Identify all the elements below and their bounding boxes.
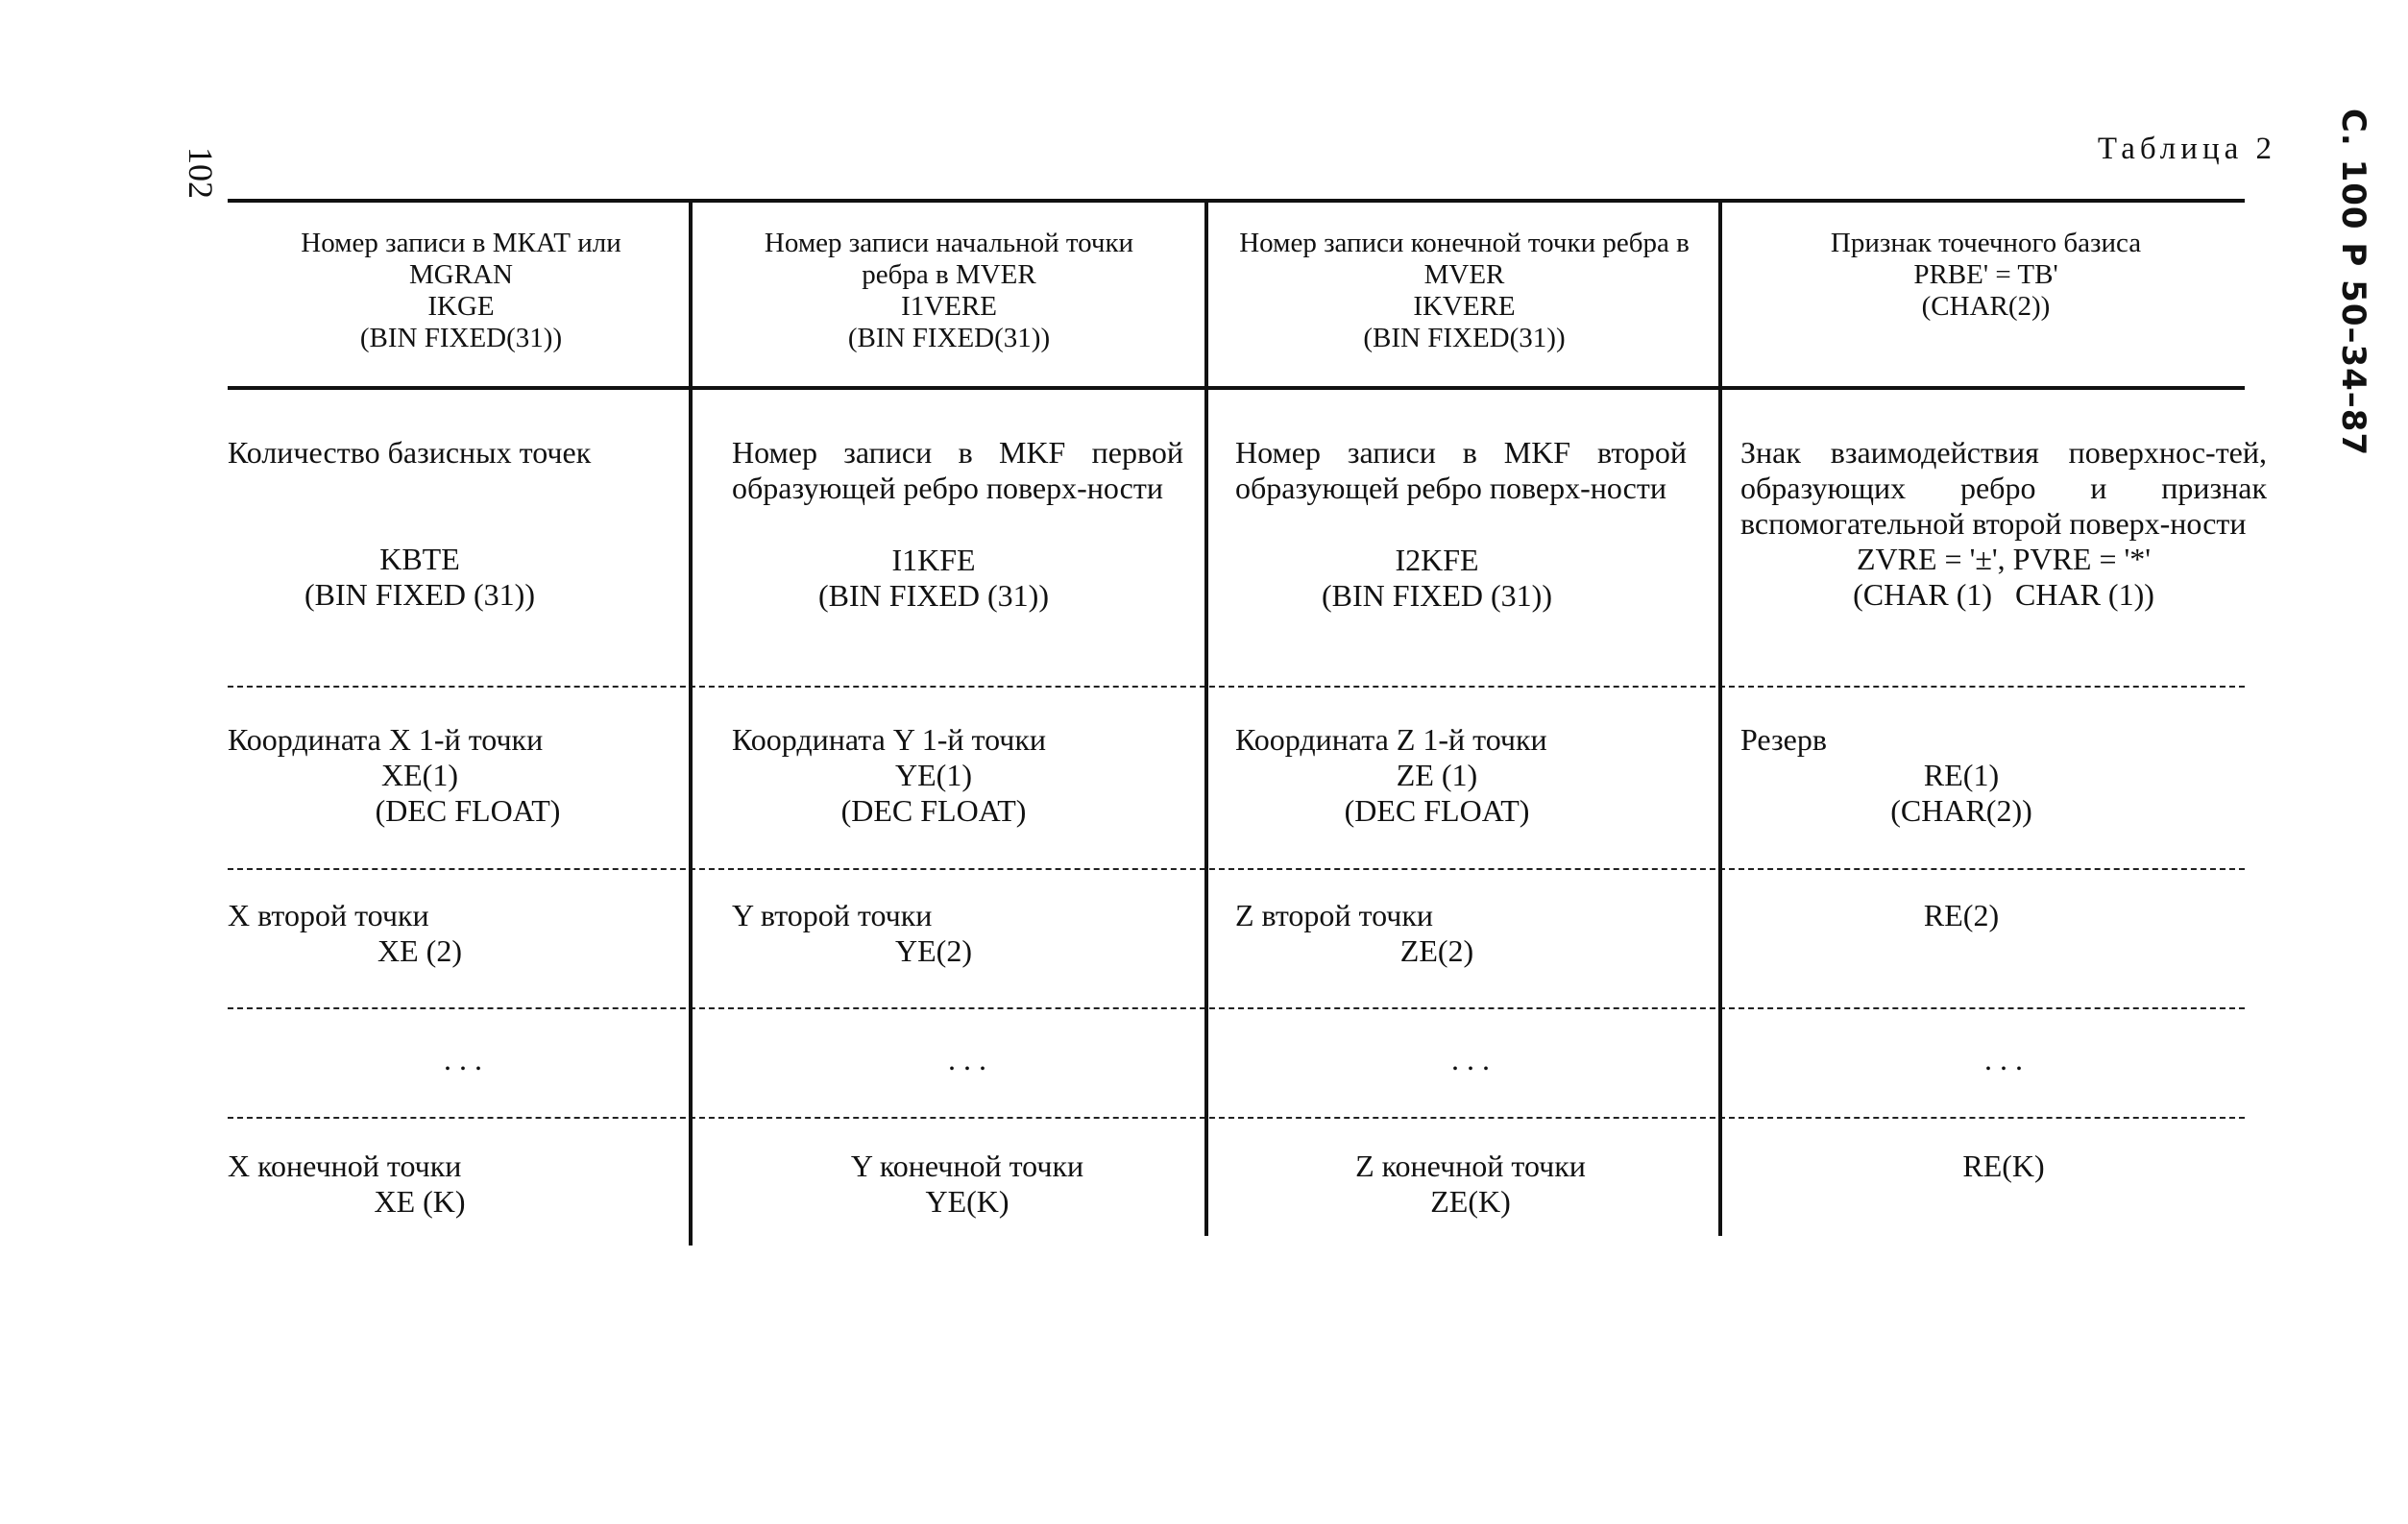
row-4-col-2: . . . xyxy=(948,1042,986,1076)
row-divider-4 xyxy=(228,1117,2245,1119)
header-cell-1 xyxy=(235,228,687,354)
row-1-col-4 xyxy=(1740,435,2267,613)
column-divider-1 xyxy=(689,199,693,1246)
header-cell-4-type: (CHAR(2)) xyxy=(1921,291,2051,322)
row-2-col-1-type: (DEC FLOAT) xyxy=(375,793,561,828)
row-2-col-4-name: RE(1) xyxy=(1923,758,2000,792)
row-5-col-3-name: ZE(K) xyxy=(1430,1184,1511,1219)
row-5-col-2 xyxy=(732,1149,1203,1220)
row-1-col-2 xyxy=(732,435,1183,614)
row-1-col-3-name: I2KFE xyxy=(1395,543,1479,577)
row-2-col-4 xyxy=(1740,722,2267,829)
header-cell-4-name: PRBE' = TB' xyxy=(1913,259,2058,290)
row-1-col-2-name: I1KFE xyxy=(891,543,976,577)
header-cell-2 xyxy=(699,228,1199,354)
row-1-col-1 xyxy=(228,435,679,613)
row-1-col-1-name: KBTE xyxy=(379,542,460,576)
column-divider-2 xyxy=(1204,199,1208,1236)
row-1-col-4-type: (CHAR (1) CHAR (1)) xyxy=(1853,577,2154,612)
row-1-col-3-text: Номер записи в MKF второй образующей ребро поверх-ности xyxy=(1235,435,1687,505)
row-1-col-2-text: Номер записи в MKF первой образующей ребро поверх-ности xyxy=(732,435,1183,505)
header-cell-1-name: IKGE xyxy=(427,291,495,322)
row-3-col-1 xyxy=(228,898,679,969)
row-2-col-3-name: ZE (1) xyxy=(1396,758,1478,792)
header-cell-2-type: (BIN FIXED(31)) xyxy=(847,323,1051,353)
row-2-col-1-name: XE(1) xyxy=(381,758,458,792)
row-2-col-1 xyxy=(228,722,679,829)
side-page-number: 102 xyxy=(182,147,220,199)
row-5-col-3-text: Z конечной точки xyxy=(1355,1149,1586,1183)
row-divider-1 xyxy=(228,686,2245,688)
row-4-col-1: . . . xyxy=(444,1042,482,1076)
row-5-col-3 xyxy=(1235,1149,1706,1220)
row-3-col-4-name: RE(2) xyxy=(1923,898,2000,932)
header-cell-2-text: Номер записи начальной точки ребра в MVER xyxy=(764,228,1134,290)
row-3-col-4 xyxy=(1740,898,2267,933)
row-5-col-2-text: Y конечной точки xyxy=(850,1149,1084,1183)
column-divider-3 xyxy=(1718,199,1722,1236)
row-3-col-3 xyxy=(1235,898,1687,969)
row-4-col-3: . . . xyxy=(1451,1042,1490,1076)
row-3-col-3-text: Z второй точки xyxy=(1235,898,1434,932)
header-cell-1-name-upper: MGRAN xyxy=(409,259,513,290)
header-cell-3-name: IKVERE xyxy=(1413,291,1516,322)
row-5-col-4-name: RE(K) xyxy=(1962,1149,2045,1183)
row-1-col-2-type: (BIN FIXED (31)) xyxy=(818,578,1049,613)
header-cell-4-text: Признак точечного базиса xyxy=(1830,228,2142,258)
row-3-col-2-name: YE(2) xyxy=(895,933,972,968)
row-3-col-2 xyxy=(732,898,1183,969)
document-stamp: С. 100 Р 50–34–87 xyxy=(2334,108,2372,457)
row-5-col-1-name: XE (K) xyxy=(374,1184,466,1219)
row-2-col-1-text: Координата X 1-й точки xyxy=(228,722,544,757)
row-5-col-4 xyxy=(1740,1149,2267,1184)
row-4-col-4: . . . xyxy=(1984,1042,2023,1076)
row-3-col-1-name: XE (2) xyxy=(377,933,462,968)
header-cell-1-type: (BIN FIXED(31)) xyxy=(359,323,563,353)
row-2-col-2-type: (DEC FLOAT) xyxy=(840,793,1027,828)
row-1-col-1-text: Количество базисных точек xyxy=(228,435,592,470)
row-2-col-2 xyxy=(732,722,1183,829)
row-2-col-4-type: (CHAR(2)) xyxy=(1890,793,2032,828)
header-cell-3-text: Номер записи конечной точки ребра в MVER xyxy=(1239,228,1690,290)
row-3-col-2-text: Y второй точки xyxy=(732,898,933,932)
row-2-col-2-name: YE(1) xyxy=(895,758,972,792)
row-2-col-3 xyxy=(1235,722,1687,829)
row-divider-3 xyxy=(228,1007,2245,1009)
row-5-col-1-text: X конечной точки xyxy=(228,1149,462,1183)
row-2-col-2-text: Координата Y 1-й точки xyxy=(732,722,1047,757)
row-3-col-1-text: X второй точки xyxy=(228,898,429,932)
row-1-col-3-type: (BIN FIXED (31)) xyxy=(1322,578,1552,613)
row-2-col-3-type: (DEC FLOAT) xyxy=(1344,793,1530,828)
header-bottom-rule xyxy=(228,386,2245,390)
row-3-col-3-name: ZE(2) xyxy=(1399,933,1474,968)
row-2-col-4-text: Резерв xyxy=(1740,722,1827,757)
table-title: Таблица 2 xyxy=(2097,132,2276,166)
row-5-col-2-name: YE(K) xyxy=(925,1184,1009,1219)
row-1-col-4-text: Знак взаимодействия поверхнос-тей, образующих ребро и признак вспомогательной второй поверх-ности xyxy=(1740,435,2267,541)
header-cell-2-name: I1VERE xyxy=(901,291,997,322)
row-1-col-1-type: (BIN FIXED (31)) xyxy=(304,577,535,612)
row-1-col-4-name: ZVRE = '±', PVRE = '*' xyxy=(1856,542,2152,576)
table-top-rule xyxy=(228,199,2245,203)
row-5-col-1 xyxy=(228,1149,679,1220)
row-1-col-3 xyxy=(1235,435,1687,614)
header-cell-1-text: Номер записи в МКАТ или xyxy=(301,228,621,258)
header-cell-3 xyxy=(1212,228,1716,354)
header-cell-4 xyxy=(1729,228,2243,323)
row-divider-2 xyxy=(228,868,2245,870)
row-2-col-3-text: Координата Z 1-й точки xyxy=(1235,722,1547,757)
header-cell-3-type: (BIN FIXED(31)) xyxy=(1363,323,1566,353)
